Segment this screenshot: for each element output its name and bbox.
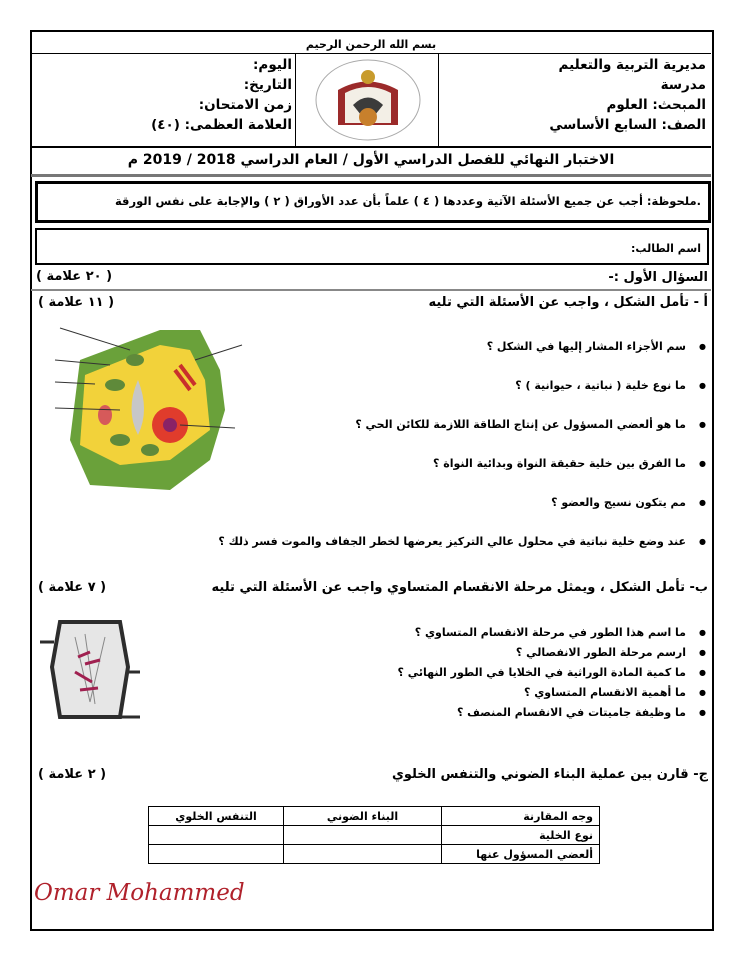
list-item: ● ما نوع خلية ( نباتية ، حيوانية ) ؟ — [218, 379, 708, 418]
ministry-logo — [303, 55, 433, 145]
list-item: ● ما كمية المادة الوراثية في الخلايا في الطور النهائي ؟ — [398, 666, 708, 686]
part-a-questions — [218, 340, 708, 574]
mitosis-cell-diagram — [40, 612, 140, 727]
table-cell[interactable] — [284, 845, 442, 864]
table-cell: نوع الخلية — [442, 826, 600, 845]
table-header: البناء الضوني — [284, 807, 442, 826]
list-item: ● ما الفرق بين خلية حقيقة النواة وبدائية النواة ؟ — [218, 457, 708, 496]
student-name-label: اسم الطالب: — [631, 242, 701, 255]
part-a-marks: ( ١١ علامة ) — [38, 295, 115, 310]
question1-title: السؤال الأول :- — [608, 270, 708, 285]
list-item: ● عند وضع خلية نباتية في محلول عالي التركيز يعرضها لخطر الجفاف والموت فسر ذلك ؟ — [218, 535, 708, 574]
exam-title: الاختبار النهائي للفصل الدراسي الأول / العام الدراسي 2018 / 2019 م — [127, 152, 615, 168]
table-row — [149, 845, 600, 864]
list-item: ● ما اسم هذا الطور في مرحلة الانقسام المتساوي ؟ — [398, 626, 708, 646]
table-cell[interactable] — [149, 826, 284, 845]
date-field: التاريخ: — [243, 77, 292, 93]
directorate: مديرية التربية والتعليم — [558, 57, 706, 73]
list-item: ● ارسم مرحلة الطور الانفصالي ؟ — [398, 646, 708, 666]
day-field: اليوم: — [253, 57, 292, 73]
school: مدرسة — [660, 77, 706, 93]
question1-marks: ( ٢٠ علامة ) — [36, 269, 113, 284]
header-exam-info — [151, 55, 292, 135]
table-header-row — [149, 807, 600, 826]
basmala: بسم الله الرحمن الرحيم — [305, 38, 437, 51]
table-row — [149, 826, 600, 845]
part-b-marks: ( ٧ علامة ) — [38, 580, 107, 595]
table-cell[interactable] — [149, 845, 284, 864]
subject: المبحث: العلوم — [606, 97, 706, 113]
note-text: .ملحوظة: أجب عن جميع الأسئلة الآتية وعددها ( ٤ ) علماً بأن عدد الأوراق ( ٢ ) والإجابة على نفس الورقة — [114, 194, 701, 208]
grade: الصف: السابع الأساسي — [549, 117, 706, 133]
list-item: ● ما وظيفة جاميتات في الانقسام المنصف ؟ — [398, 706, 708, 726]
table-header: وجه المقارنة — [442, 807, 600, 826]
table-header: التنفس الخلوي — [149, 807, 284, 826]
part-b-questions — [398, 626, 708, 726]
signature: Omar Mohammed — [34, 880, 245, 906]
student-name-box — [35, 228, 709, 265]
header-school-info — [549, 55, 706, 135]
comparison-table — [148, 806, 600, 864]
part-a-title: أ - تأمل الشكل ، واجب عن الأسئلة التي تليه — [428, 295, 708, 310]
list-item: ● ما هو ألعضي المسؤول عن إنتاج الطاقة اللازمة للكائن الحي ؟ — [218, 418, 708, 457]
list-item: ● ما أهمية الانقسام المتساوي ؟ — [398, 686, 708, 706]
max-mark: العلامة العظمى: (٤٠) — [151, 117, 292, 133]
part-c-marks: ( ٢ علامة ) — [38, 767, 107, 782]
table-cell: ألعضي المسؤول عنها — [442, 845, 600, 864]
table-cell[interactable] — [284, 826, 442, 845]
list-item: ● سم الأجزاء المشار إليها في الشكل ؟ — [218, 340, 708, 379]
part-b-title: ب- تأمل الشكل ، ويمثل مرحلة الانقسام المتساوي واجب عن الأسئلة التي تليه — [211, 580, 708, 595]
list-item: ● مم يتكون نسيج والعضو ؟ — [218, 496, 708, 535]
exam-time-field: زمن الامتحان: — [198, 97, 292, 113]
part-c-title: ج- قارن بين عملية البناء الضوني والتنفس الخلوي — [391, 767, 708, 782]
